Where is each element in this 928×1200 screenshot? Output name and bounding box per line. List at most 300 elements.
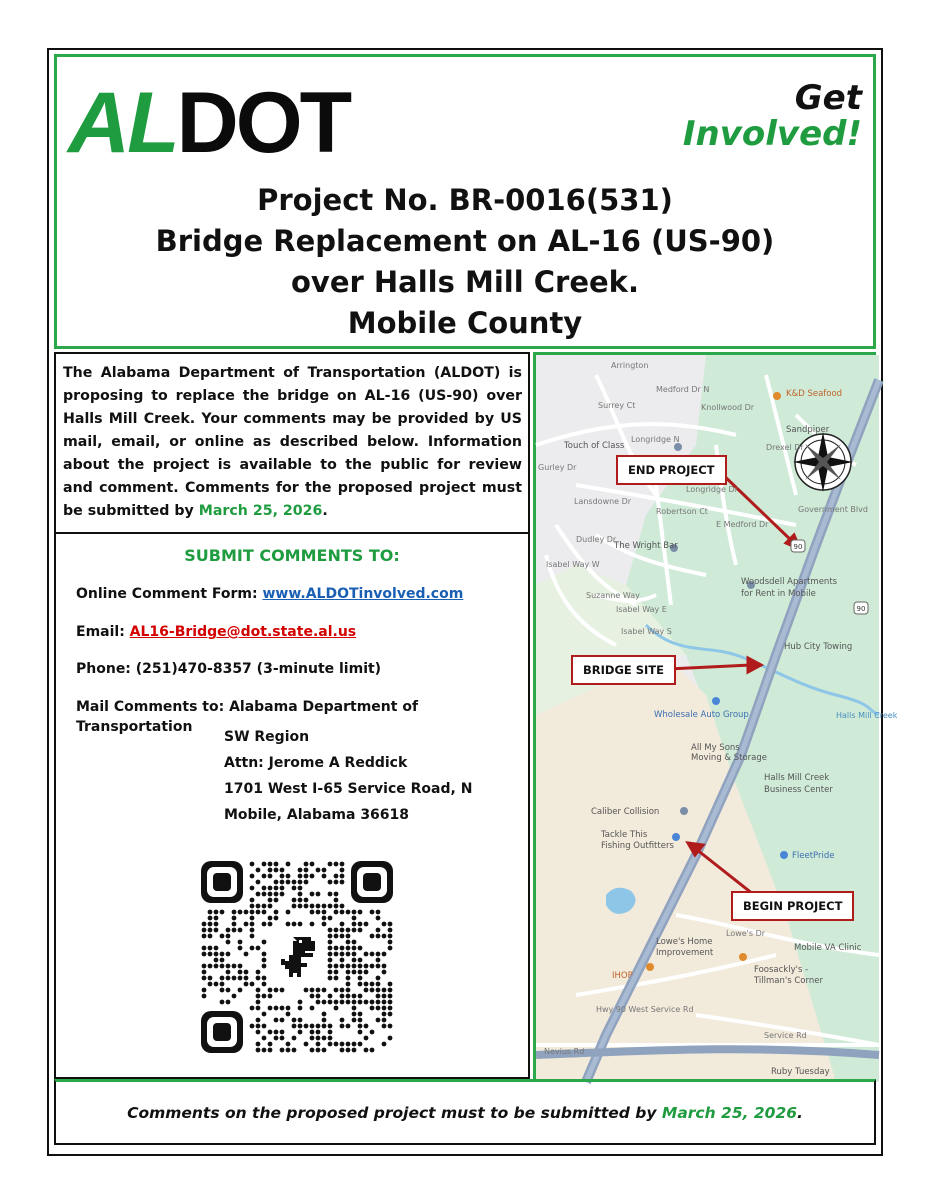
qr-dot [334, 862, 339, 867]
qr-dot [298, 922, 303, 927]
online-label: Online Comment Form: [76, 586, 258, 602]
qr-dot [244, 922, 249, 927]
qr-dot [352, 910, 357, 915]
project-map[interactable] [533, 352, 898, 1079]
footer-period: . [797, 1104, 803, 1122]
title-line: Mobile County [347, 306, 583, 340]
online-link[interactable]: www.ALDOTinvolved.com [262, 586, 464, 602]
street-label: Drexel Dr [766, 443, 804, 452]
qr-dot [334, 988, 339, 993]
qr-dot [358, 982, 363, 987]
qr-dot [328, 862, 333, 867]
qr-dot [292, 898, 297, 903]
qr-dot [250, 934, 255, 939]
qr-dot [328, 1024, 333, 1029]
qr-dot [244, 976, 249, 981]
submit-title: SUBMIT COMMENTS TO: [184, 546, 400, 565]
qr-dot [274, 862, 279, 867]
qr-dot [382, 922, 387, 927]
qr-dot [220, 1000, 225, 1005]
qr-dot [352, 922, 357, 927]
qr-dot [256, 904, 261, 909]
qr-code[interactable] [201, 861, 393, 1053]
qr-dot [292, 904, 297, 909]
qr-dot [322, 1036, 327, 1041]
qr-dot [376, 916, 381, 921]
street-label: Arrington [611, 361, 649, 370]
qr-dot [328, 958, 333, 963]
qr-dot [346, 1024, 351, 1029]
qr-dot [388, 1000, 393, 1005]
qr-dot [226, 952, 231, 957]
qr-dot [328, 904, 333, 909]
qr-dot [346, 964, 351, 969]
qr-dot [262, 1012, 267, 1017]
qr-dot [250, 1024, 255, 1029]
qr-dot [346, 952, 351, 957]
qr-dot [364, 1024, 369, 1029]
qr-dot [328, 916, 333, 921]
qr-dot [388, 994, 393, 999]
qr-dot [250, 904, 255, 909]
qr-dot [304, 880, 309, 885]
qr-dot [370, 1030, 375, 1035]
qr-dot [328, 994, 333, 999]
qr-dot [334, 976, 339, 981]
get-text: Get [794, 78, 862, 118]
qr-dot [304, 904, 309, 909]
qr-dot [388, 982, 393, 987]
qr-finder-top-left [201, 861, 243, 903]
qr-dot [268, 1030, 273, 1035]
qr-dot [220, 988, 225, 993]
qr-dot [328, 880, 333, 885]
qr-dot [202, 994, 207, 999]
qr-dot [298, 904, 303, 909]
qr-dot [208, 934, 213, 939]
qr-dot [352, 1042, 357, 1047]
qr-dot [202, 988, 207, 993]
qr-dot [244, 910, 249, 915]
street-label: Longridge N [631, 435, 680, 444]
qr-dot [298, 1018, 303, 1023]
qr-dot [220, 982, 225, 987]
mail-line: Alabama Department of Transportation [76, 699, 419, 735]
route-badge [854, 602, 868, 614]
qr-dot [316, 1036, 321, 1041]
qr-dot [214, 964, 219, 969]
qr-dot [346, 1048, 351, 1053]
qr-dot [370, 910, 375, 915]
qr-dot [388, 946, 393, 951]
qr-dot [268, 1006, 273, 1011]
qr-dot [352, 916, 357, 921]
title-line: over Halls Mill Creek. [291, 265, 639, 299]
qr-dot [334, 898, 339, 903]
qr-dot [370, 982, 375, 987]
qr-dot [262, 1036, 267, 1041]
qr-dot [340, 880, 345, 885]
qr-dot [208, 952, 213, 957]
qr-dot [322, 988, 327, 993]
qr-dot [340, 928, 345, 933]
qr-dot [316, 1042, 321, 1047]
qr-dot [268, 916, 273, 921]
qr-dot [226, 928, 231, 933]
qr-dot [274, 916, 279, 921]
qr-dot [262, 940, 267, 945]
mail-line: Mobile, Alabama 36618 [224, 807, 410, 823]
qr-dot [286, 1042, 291, 1047]
qr-dot [214, 952, 219, 957]
street-label: Halls Mill Creek [836, 711, 898, 720]
poi-label: Touch of Class [564, 441, 625, 451]
qr-dot [280, 1030, 285, 1035]
email-link[interactable]: AL16-Bridge@dot.state.al.us [129, 624, 357, 640]
qr-dot [298, 868, 303, 873]
qr-dot [274, 1036, 279, 1041]
qr-dot [292, 1036, 297, 1041]
aldot-logo [68, 75, 358, 171]
qr-dot [256, 988, 261, 993]
qr-dot [328, 1042, 333, 1047]
qr-dot [262, 886, 267, 891]
qr-dot [262, 922, 267, 927]
street-label: Gurley Dr [538, 463, 577, 472]
qr-dot [328, 952, 333, 957]
qr-dot [268, 988, 273, 993]
page-title [54, 180, 876, 344]
poi-label: Hub City Towing [784, 642, 853, 652]
qr-dot [358, 1018, 363, 1023]
qr-dot [292, 880, 297, 885]
poi-label: K&D Seafood [786, 389, 843, 399]
poi-label: IHOP [612, 971, 633, 981]
qr-dot [340, 1024, 345, 1029]
qr-dot [238, 940, 243, 945]
poi-label: Improvement [656, 948, 714, 958]
qr-dot [340, 952, 345, 957]
qr-dot [328, 964, 333, 969]
qr-dot [388, 988, 393, 993]
qr-dot [370, 1048, 375, 1053]
qr-dot [310, 904, 315, 909]
qr-dot [334, 904, 339, 909]
qr-dot [376, 928, 381, 933]
qr-dot [316, 868, 321, 873]
qr-dot [328, 892, 333, 897]
qr-finder-top-right [351, 861, 393, 903]
qr-dot [340, 862, 345, 867]
qr-dot [226, 1000, 231, 1005]
intro-paragraph [54, 352, 530, 534]
qr-dot [322, 1018, 327, 1023]
qr-dot [298, 892, 303, 897]
qr-dot [322, 910, 327, 915]
street-label: Suzanne Way [586, 591, 640, 600]
qr-dot [316, 910, 321, 915]
intro-period: . [322, 503, 328, 519]
qr-dot [352, 1006, 357, 1011]
email-label: Email: [76, 624, 125, 640]
qr-dot [310, 1036, 315, 1041]
qr-dot [268, 868, 273, 873]
qr-dot [388, 934, 393, 939]
qr-dot [208, 946, 213, 951]
qr-dot [376, 1018, 381, 1023]
qr-dot [340, 958, 345, 963]
street-label: Medford Dr N [656, 385, 710, 394]
qr-dot [280, 892, 285, 897]
footer-text: Comments on the proposed project must to be submitted by [127, 1104, 657, 1122]
qr-dot [364, 922, 369, 927]
qr-dot [382, 952, 387, 957]
street-label: Dudley Dr [576, 535, 617, 544]
qr-dot [352, 994, 357, 999]
qr-dot [232, 994, 237, 999]
qr-dot [376, 976, 381, 981]
qr-dot [352, 1018, 357, 1023]
qr-dot [286, 922, 291, 927]
qr-dot [256, 880, 261, 885]
qr-dot [250, 922, 255, 927]
qr-dot [340, 1048, 345, 1053]
qr-dot [268, 892, 273, 897]
qr-dot [334, 946, 339, 951]
qr-dot [328, 946, 333, 951]
qr-dot [262, 904, 267, 909]
mail-label: Mail Comments to: [76, 699, 225, 715]
poi-label: Foosackly's - [754, 965, 809, 975]
qr-dot [334, 874, 339, 879]
qr-dot [256, 892, 261, 897]
poi-label: Mobile VA Clinic [794, 943, 862, 953]
qr-dot [346, 928, 351, 933]
qr-dot [346, 934, 351, 939]
qr-dot [358, 994, 363, 999]
footer-notice [54, 1079, 876, 1145]
qr-dot [364, 952, 369, 957]
qr-dot [268, 1048, 273, 1053]
qr-dot [316, 904, 321, 909]
qr-dot [262, 1048, 267, 1053]
qr-dot [376, 952, 381, 957]
qr-dot [280, 874, 285, 879]
qr-dot [244, 982, 249, 987]
qr-dot [256, 976, 261, 981]
qr-dot [310, 1024, 315, 1029]
qr-dot [226, 940, 231, 945]
qr-dot [202, 928, 207, 933]
qr-dot [304, 862, 309, 867]
qr-dot [376, 1006, 381, 1011]
logo-dot: DOT [176, 75, 350, 171]
qr-dot [286, 1006, 291, 1011]
poi-label: Tillman's Corner [754, 976, 823, 986]
qr-dot [340, 922, 345, 927]
qr-dot [250, 946, 255, 951]
street-label: Lansdowne Dr [574, 497, 632, 506]
qr-dot [232, 964, 237, 969]
qr-dot [358, 976, 363, 981]
qr-dot [220, 934, 225, 939]
qr-dot [382, 964, 387, 969]
qr-dot [238, 976, 243, 981]
qr-dot [334, 1042, 339, 1047]
qr-dot [322, 1048, 327, 1053]
qr-dot [370, 964, 375, 969]
qr-dot [256, 868, 261, 873]
qr-dot [322, 1012, 327, 1017]
qr-dot [358, 928, 363, 933]
street-label: E Medford Dr [716, 520, 769, 529]
qr-dot [370, 988, 375, 993]
qr-dot [250, 874, 255, 879]
qr-dot [322, 1024, 327, 1029]
qr-dot [352, 946, 357, 951]
qr-dot [352, 970, 357, 975]
street-label: Government Blvd [798, 505, 868, 514]
qr-dot [262, 1024, 267, 1029]
qr-dot [256, 994, 261, 999]
qr-dot [364, 1000, 369, 1005]
qr-dot [358, 922, 363, 927]
qr-dot [346, 946, 351, 951]
qr-dot [280, 880, 285, 885]
qr-dot [310, 862, 315, 867]
qr-dot [262, 976, 267, 981]
qr-dot [268, 898, 273, 903]
qr-dot [274, 910, 279, 915]
qr-dot [352, 940, 357, 945]
street-label: Surrey Ct [598, 401, 636, 410]
qr-dot [376, 934, 381, 939]
qr-dot [286, 862, 291, 867]
poi-label: The Wright Bar [614, 541, 678, 551]
qr-dot [208, 964, 213, 969]
qr-dot [220, 910, 225, 915]
qr-dot [226, 964, 231, 969]
qr-dot [226, 988, 231, 993]
qr-dot [256, 1018, 261, 1023]
qr-dot [310, 988, 315, 993]
qr-dot [220, 958, 225, 963]
qr-dot [280, 1018, 285, 1023]
logo-al: AL [68, 75, 177, 171]
qr-dot [340, 964, 345, 969]
qr-dot [292, 1048, 297, 1053]
qr-dot [202, 922, 207, 927]
qr-dot [340, 868, 345, 873]
intro-deadline: March 25, 2026 [198, 503, 323, 519]
qr-dot [346, 982, 351, 987]
qr-dot [286, 1012, 291, 1017]
qr-dot [376, 958, 381, 963]
qr-dot [340, 874, 345, 879]
qr-dot [274, 1030, 279, 1035]
qr-dot [364, 970, 369, 975]
qr-dot [352, 964, 357, 969]
footer-deadline: March 25, 2026 [661, 1104, 798, 1122]
qr-dot [382, 934, 387, 939]
qr-dot [358, 910, 363, 915]
qr-dot [232, 922, 237, 927]
qr-dot [322, 868, 327, 873]
qr-dot [274, 886, 279, 891]
qr-dot [352, 1000, 357, 1005]
qr-dot [298, 1000, 303, 1005]
qr-dot [310, 922, 315, 927]
qr-dot [226, 970, 231, 975]
qr-dot [370, 934, 375, 939]
qr-dot [256, 946, 261, 951]
qr-dot [292, 886, 297, 891]
qr-dot [298, 880, 303, 885]
qr-dot [256, 1024, 261, 1029]
street-label: Service Rd [764, 1031, 807, 1040]
phone-row: Phone: (251)470-8357 (3-minute limit) [76, 661, 382, 677]
qr-dot [358, 1000, 363, 1005]
qr-dot [232, 928, 237, 933]
qr-dot [382, 988, 387, 993]
qr-dot [280, 886, 285, 891]
qr-dot [208, 982, 213, 987]
qr-dot [340, 1018, 345, 1023]
qr-dot [358, 1030, 363, 1035]
intro-text: The Alabama Department of Transportation (ALDOT) is proposing to replace the bridge on AL-16 (US-90) over Halls Mill Creek. Your comments may be provided by US mail, email, or online as described below. Information about the project is available to the public for review and comment. Comments for the proposed project must be submitted by [63, 365, 522, 519]
qr-dot [328, 970, 333, 975]
qr-dot [364, 1036, 369, 1041]
qr-dot [334, 952, 339, 957]
submit-comments-panel [54, 534, 530, 1079]
qr-dot [262, 964, 267, 969]
qr-dot [364, 982, 369, 987]
street-label: Isabel Way E [616, 605, 667, 614]
poi-label: for Rent in Mobile [741, 589, 816, 599]
title-line: Bridge Replacement on AL-16 (US-90) [155, 224, 775, 258]
qr-dot [214, 910, 219, 915]
email-row [76, 622, 356, 642]
qr-dot [292, 922, 297, 927]
qr-dot [238, 910, 243, 915]
qr-dot [238, 946, 243, 951]
qr-dot [208, 928, 213, 933]
qr-dot [256, 1030, 261, 1035]
qr-dot [322, 1000, 327, 1005]
qr-dot [274, 892, 279, 897]
qr-dot [328, 1000, 333, 1005]
qr-dot [376, 994, 381, 999]
qr-dot [310, 1006, 315, 1011]
qr-dot [352, 1012, 357, 1017]
street-label: Robertson Ct [656, 507, 708, 516]
qr-dot [382, 1018, 387, 1023]
qr-dot [256, 1042, 261, 1047]
qr-dot [226, 934, 231, 939]
route-badge-label: 90 [856, 605, 866, 613]
qr-dot [268, 874, 273, 879]
qr-dot [268, 862, 273, 867]
qr-dot [250, 886, 255, 891]
qr-dot [238, 964, 243, 969]
qr-dot [280, 1036, 285, 1041]
qr-dot [262, 994, 267, 999]
poi-label: Tackle This [601, 830, 648, 840]
qr-dot [382, 1006, 387, 1011]
qr-dot [376, 1000, 381, 1005]
poi-label: Lowe's Home [656, 937, 713, 947]
qr-dot [310, 910, 315, 915]
